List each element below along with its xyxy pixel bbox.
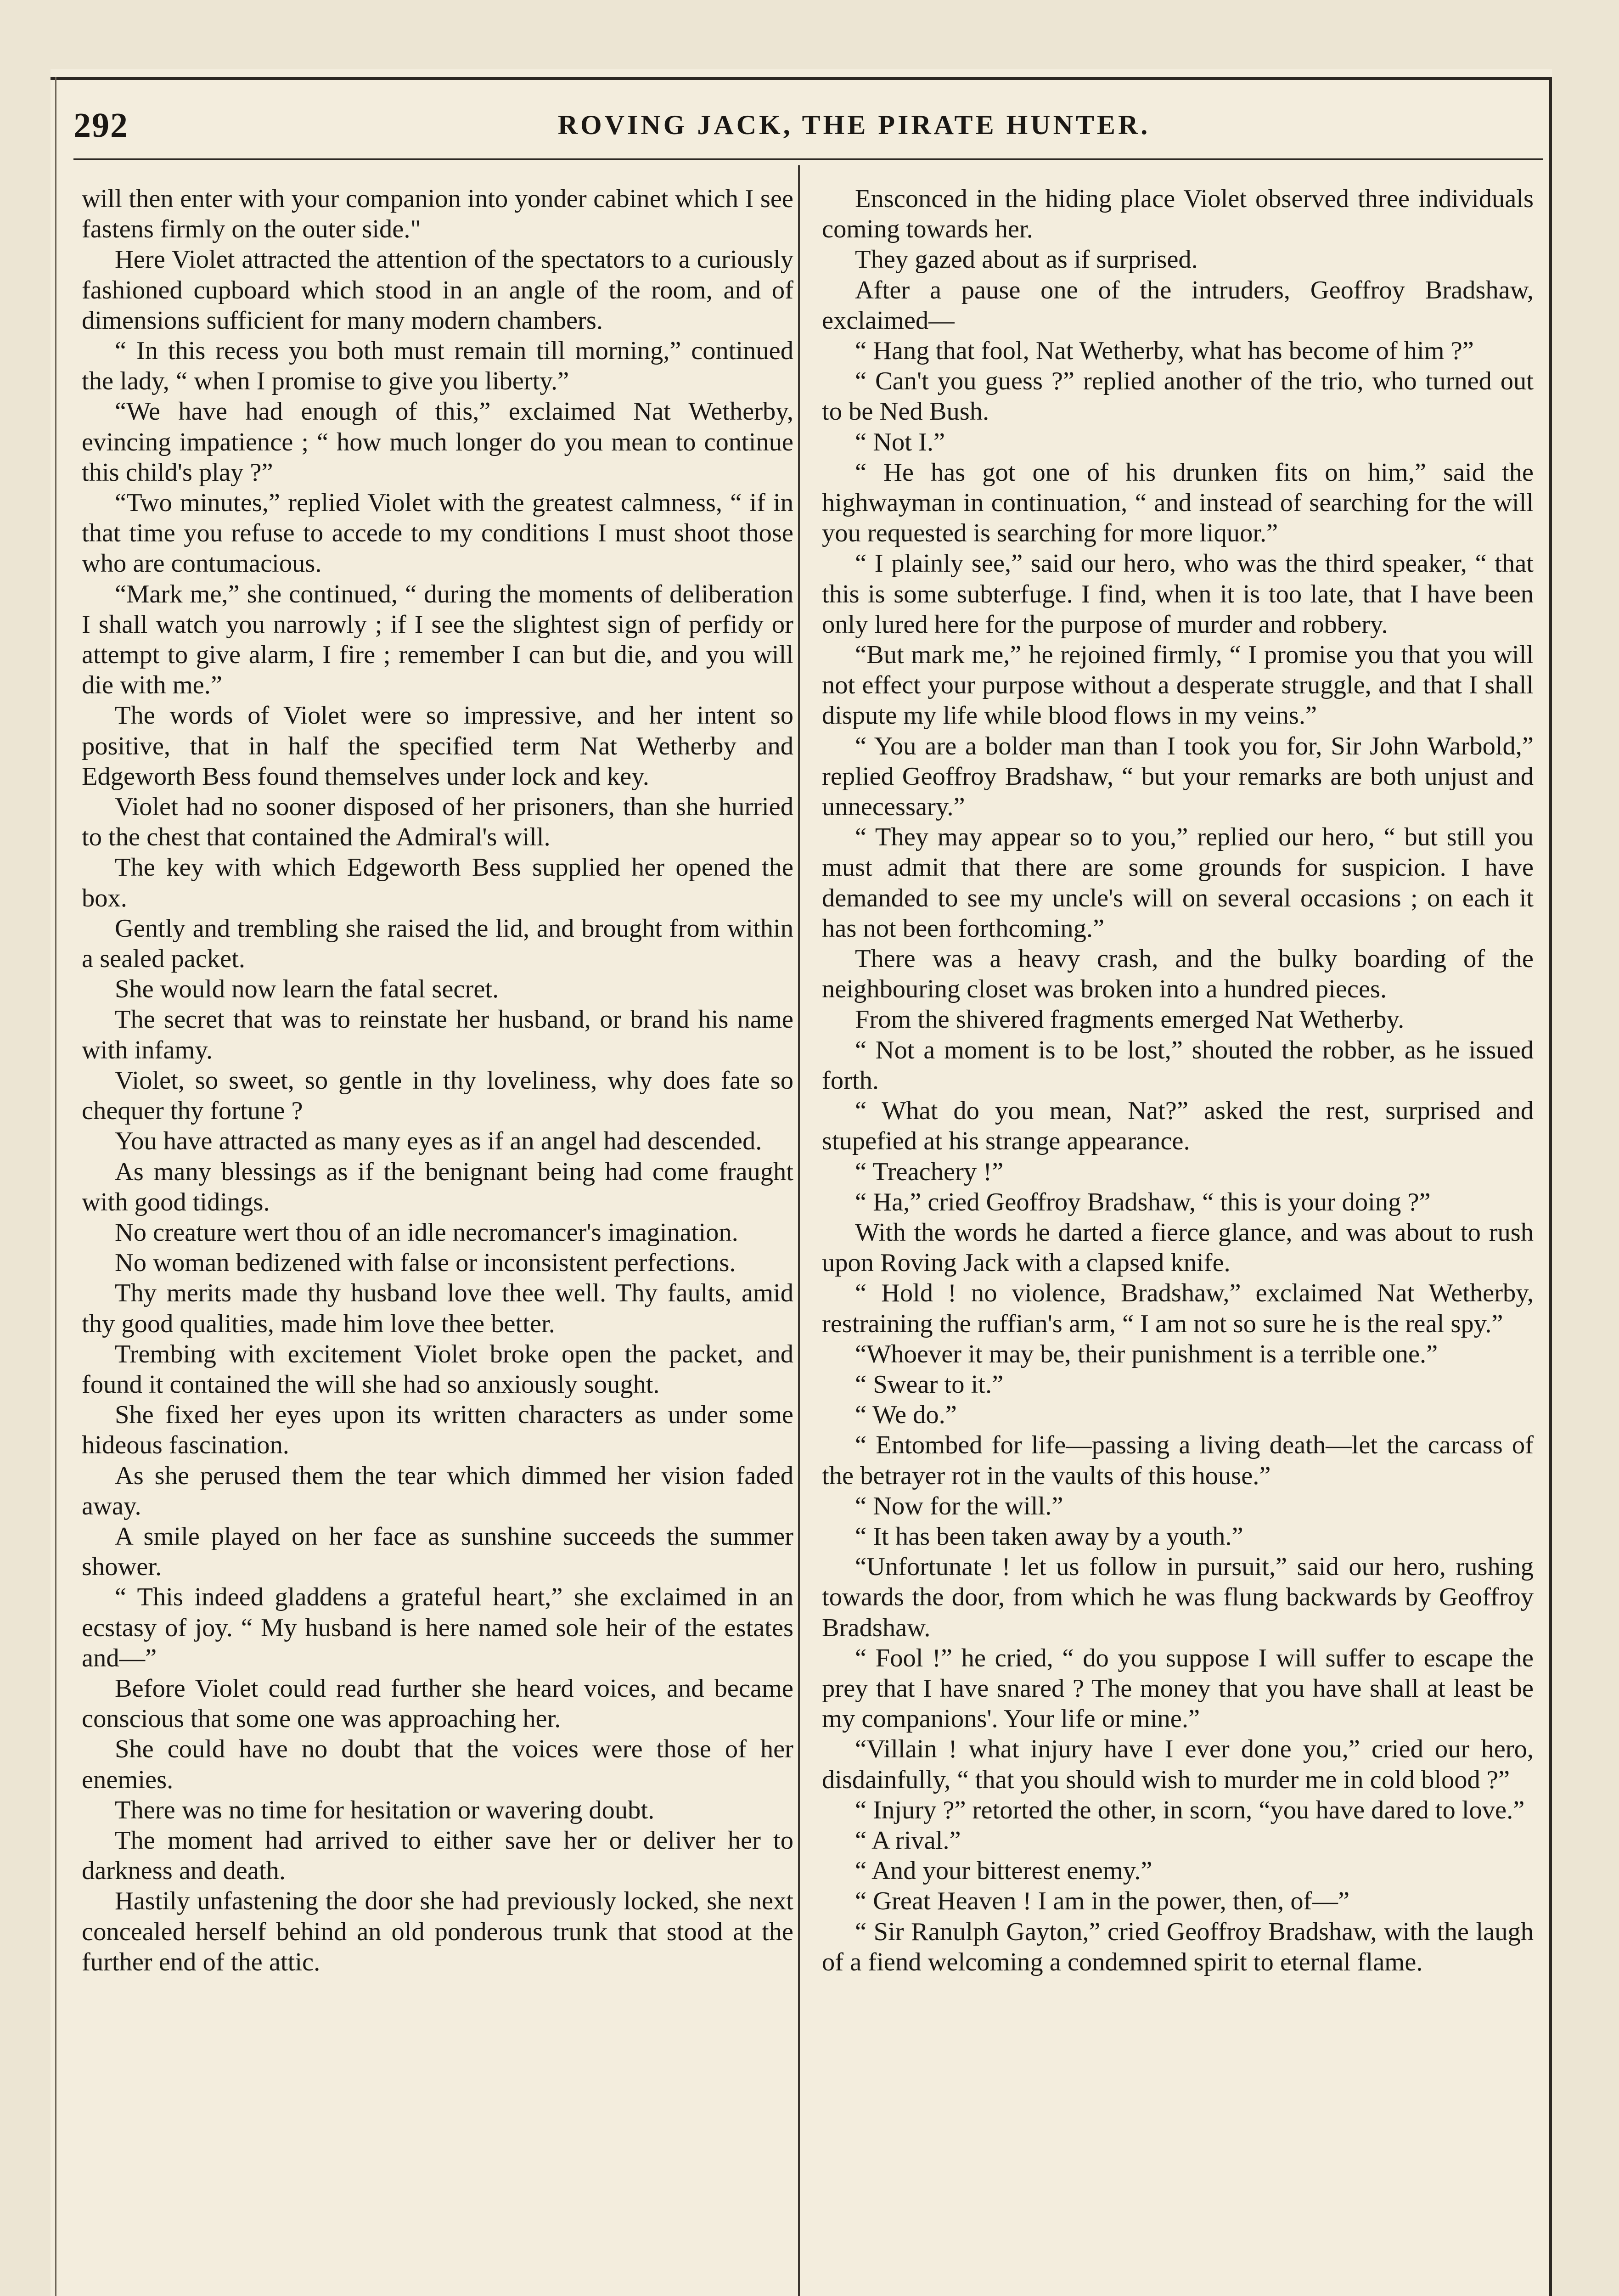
paragraph: A smile played on her face as sunshine succeeds the summer shower. — [82, 1522, 793, 1581]
paragraph: “ Treachery !” — [855, 1157, 1004, 1186]
right-column — [822, 184, 1534, 2296]
paragraph: Violet had no sooner disposed of her prisoners, than she hurried to the chest that contained the Admiral's will. — [82, 793, 793, 852]
running-title: ROVING JACK, THE PIRATE HUNTER. — [557, 110, 1151, 140]
page-border-top — [51, 77, 1552, 80]
paragraph: The secret that was to reinstate her husband, or brand his name with infamy. — [82, 1005, 793, 1064]
paragraph: The words of Violet were so impressive, and her intent so positive, that in half the specified term Nat Wetherby and Edgeworth Bess found themselves under lock and key. — [82, 701, 793, 791]
paragraph: “ Swear to it.” — [855, 1370, 1004, 1399]
paragraph: No creature wert thou of an idle necromancer's imagination. — [115, 1218, 738, 1247]
paragraph: “ Ha,” cried Geoffroy Bradshaw, “ this is your doing ?” — [855, 1187, 1431, 1216]
paragraph: Here Violet attracted the attention of the spectators to a curiously fashioned cupboard which stood in an angle of the room, and of dimensions sufficient for many modern chambers. — [82, 245, 793, 335]
paragraph: You have attracted as many eyes as if an angel had descended. — [115, 1127, 762, 1156]
paragraph: No woman bedizened with false or inconsistent perfections. — [115, 1249, 736, 1277]
header-rule — [73, 158, 1543, 160]
paragraph: Before Violet could read further she heard voices, and became conscious that some one was approaching her. — [82, 1674, 793, 1733]
paragraph: “ It has been taken away by a youth.” — [855, 1522, 1243, 1551]
paragraph: “ Fool !” he cried, “ do you suppose I will suffer to escape the prey that I have snared ? The money that you have shall at least be my companions'. Your life or mine.” — [822, 1643, 1534, 1733]
paragraph: “Unfortunate ! let us follow in pursuit,” said our hero, rushing towards the door, from which he was flung backwards by Geoffroy Bradshaw. — [822, 1553, 1534, 1642]
paragraph: “ Hold ! no violence, Bradshaw,” exclaimed Nat Wetherby, restraining the ruffian's arm, “ I am not so sure he is the real spy.” — [822, 1279, 1534, 1338]
paragraph: Thy merits made thy husband love thee well. Thy faults, amid thy good qualities, made him love thee better. — [82, 1279, 793, 1338]
paragraph: “Mark me,” she continued, “ during the moments of deliberation I shall watch you narrowly ; if I see the slightest sign of perfidy or attempt to give alarm, I fire ; remember I can but die, and you will die with me.” — [82, 580, 793, 700]
paragraph: “ He has got one of his drunken fits on him,” said the highwayman in continuation, “ and instead of searching for the will you requested is searching for more liquor.” — [822, 458, 1534, 548]
paragraph: “ You are a bolder man than I took you for, Sir John Warbold,” replied Geoffroy Bradshaw, “ but your remarks are both unjust and unnecessary.” — [822, 732, 1534, 822]
paragraph: “ A rival.” — [855, 1826, 961, 1855]
paragraph: “We have had enough of this,” exclaimed Nat Wetherby, evincing impatience ; “ how much longer do you mean to continue this child's play ?” — [82, 397, 793, 487]
page-header — [73, 106, 1534, 156]
paragraph: “ Not I.” — [855, 428, 945, 456]
paragraph: As she perused them the tear which dimmed her vision faded away. — [82, 1461, 793, 1520]
paragraph: “ Can't you guess ?” replied another of the trio, who turned out to be Ned Bush. — [822, 367, 1534, 426]
page-number: 292 — [73, 106, 129, 145]
paragraph: Gently and trembling she raised the lid, and brought from within a sealed packet. — [82, 914, 793, 974]
paragraph: “Villain ! what injury have I ever done you,” cried our hero, disdainfully, “ that you should wish to murder me in cold blood ?” — [822, 1735, 1534, 1794]
paragraph: will then enter with your companion into yonder cabinet which I see fastens firmly on the outer side." — [82, 185, 793, 244]
page-border-left — [55, 77, 56, 2296]
paragraph: “ We do.” — [855, 1401, 957, 1429]
paragraph: She would now learn the fatal secret. — [115, 975, 499, 1004]
paragraph: “ What do you mean, Nat?” asked the rest, surprised and stupefied at his strange appearance. — [822, 1097, 1534, 1156]
paragraph: “ Now for the will.” — [855, 1491, 1063, 1520]
paragraph: “ Not a moment is to be lost,” shouted the robber, as he issued forth. — [822, 1035, 1534, 1095]
paragraph: Ensconced in the hiding place Violet observed three individuals coming towards her. — [822, 185, 1534, 244]
paragraph: “ Injury ?” retorted the other, in scorn, “you have dared to love.” — [855, 1795, 1525, 1824]
paragraph: The key with which Edgeworth Bess supplied her opened the box. — [82, 853, 793, 912]
paragraph: “ Great Heaven ! I am in the power, then, of—” — [855, 1887, 1350, 1916]
paragraph: “ And your bitterest enemy.” — [855, 1857, 1152, 1885]
paragraph: “ In this recess you both must remain till morning,” continued the lady, “ when I promise to give you liberty.” — [82, 337, 793, 396]
paragraph: Trembing with excitement Violet broke open the packet, and found it contained the will she had so anxiously sought. — [82, 1339, 793, 1399]
paragraph: After a pause one of the intruders, Geoffroy Bradshaw, exclaimed— — [822, 276, 1534, 335]
paragraph: As many blessings as if the benignant being had come fraught with good tidings. — [82, 1157, 793, 1216]
paragraph: There was no time for hesitation or wavering doubt. — [115, 1795, 655, 1824]
paragraph: The moment had arrived to either save her or deliver her to darkness and death. — [82, 1826, 793, 1885]
paragraph: “Whoever it may be, their punishment is a terrible one.” — [855, 1339, 1438, 1368]
paragraph: “ This indeed gladdens a grateful heart,” she exclaimed in an ecstasy of joy. “ My husband is here named sole heir of the estates and—” — [82, 1583, 793, 1672]
paragraph: “ They may appear so to you,” replied our hero, “ but still you must admit that there are some grounds for suspicion. I have demanded to see my uncle's will on several occasions ; on each it has not been forthcoming.” — [822, 823, 1534, 943]
column-divider — [798, 165, 800, 2296]
paragraph: “ Hang that fool, Nat Wetherby, what has become of him ?” — [855, 337, 1474, 366]
paragraph: Violet, so sweet, so gentle in thy loveliness, why does fate so chequer thy fortune ? — [82, 1066, 793, 1125]
paragraph: She could have no doubt that the voices were those of her enemies. — [82, 1735, 793, 1794]
paragraph: “ Entombed for life—passing a living death—let the carcass of the betrayer rot in the vaults of this house.” — [822, 1431, 1534, 1490]
paragraph: She fixed her eyes upon its written characters as under some hideous fascination. — [82, 1401, 793, 1460]
paragraph: “But mark me,” he rejoined firmly, “ I promise you that you will not effect your purpose without a desperate struggle, and that I shall dispute my life while blood flows in my veins.” — [822, 641, 1534, 730]
paragraph: With the words he darted a fierce glance, and was about to rush upon Roving Jack with a clapsed knife. — [822, 1218, 1534, 1277]
paragraph: They gazed about as if surprised. — [855, 245, 1198, 274]
paragraph: “Two minutes,” replied Violet with the greatest calmness, “ if in that time you refuse to accede to my conditions I must shoot those who are contumacious. — [82, 489, 793, 578]
paragraph: “ I plainly see,” said our hero, who was the third speaker, “ that this is some subterfuge. I find, when it is too late, that I have been only lured here for the purpose of murder and robbery. — [822, 549, 1534, 639]
left-column — [82, 184, 793, 2296]
paragraph: Hastily unfastening the door she had previously locked, she next concealed herself behind an old ponderous trunk that stood at the further end of the attic. — [82, 1887, 793, 1976]
paragraph: There was a heavy crash, and the bulky boarding of the neighbouring closet was broken into a hundred pieces. — [822, 945, 1534, 1004]
page-border-right — [1549, 77, 1552, 2296]
paragraph: From the shivered fragments emerged Nat Wetherby. — [855, 1005, 1405, 1034]
paragraph: “ Sir Ranulph Gayton,” cried Geoffroy Bradshaw, with the laugh of a fiend welcoming a condemned spirit to eternal flame. — [822, 1917, 1534, 1976]
